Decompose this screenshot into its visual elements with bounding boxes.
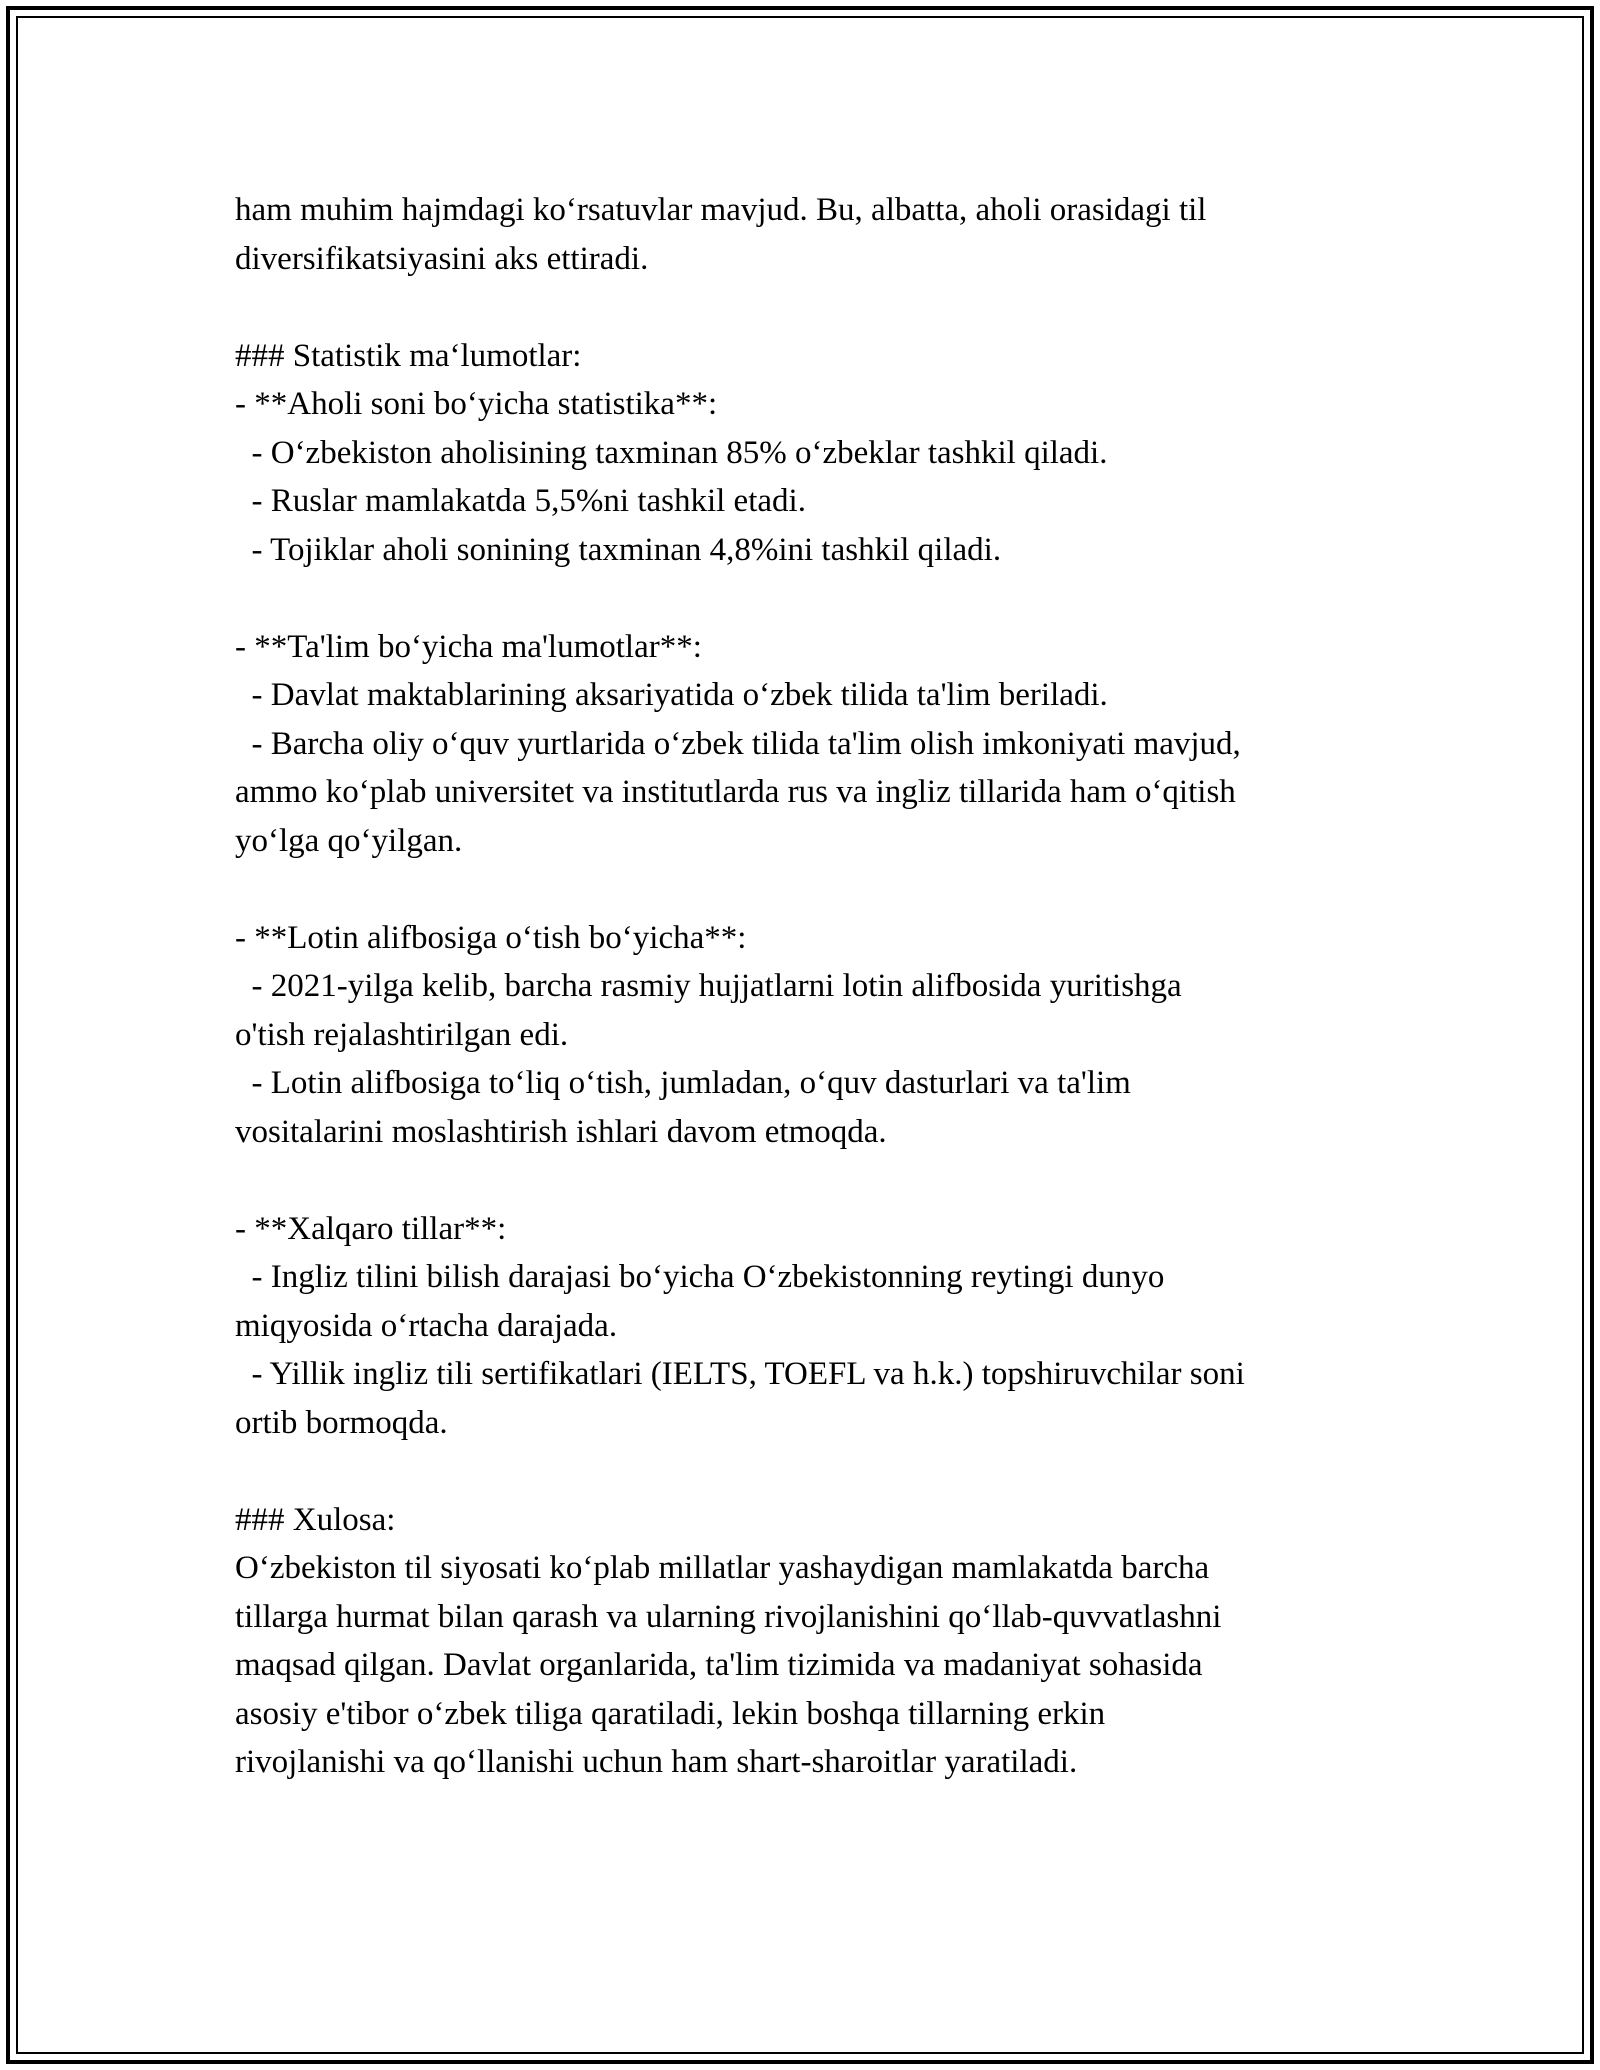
text-line: - Davlat maktablarining aksariyatida o‘zbek tilida ta'lim beriladi. xyxy=(235,677,1108,713)
text-line: diversifikatsiyasini aks ettiradi. xyxy=(235,240,649,277)
text-line: ammo ko‘plab universitet va institutlarda rus va ingliz tillarida ham o‘qitish xyxy=(235,774,1236,810)
text-line: ### Xulosa: xyxy=(235,1501,396,1538)
text-line: vositalarini moslashtirish ishlari davom etmoqda. xyxy=(235,1113,887,1150)
text-line: - Yillik ingliz tili sertifikatlari (IELTS, TOEFL va h.k.) topshiruvchilar soni xyxy=(235,1356,1245,1392)
blank-line xyxy=(235,1447,1415,1496)
text-line: - **Lotin alifbosiga o‘tish bo‘yicha**: xyxy=(235,919,747,956)
text-line: - O‘zbekiston aholisining taxminan 85% o‘zbeklar tashkil qiladi. xyxy=(235,434,1108,471)
text-line: yo‘lga qo‘yilgan. xyxy=(235,822,463,859)
blank-line xyxy=(235,865,1415,914)
text-line: - Lotin alifbosiga to‘liq o‘tish, jumladan, o‘quv dasturlari va ta'lim xyxy=(235,1065,1131,1101)
text-line: - Ruslar mamlakatda 5,5%ni tashkil etadi. xyxy=(235,483,806,519)
text-line: ### Statistik ma‘lumotlar: xyxy=(235,337,582,374)
blank-line xyxy=(235,574,1415,623)
blank-line xyxy=(235,1156,1415,1205)
text-line: - **Xalqaro tillar**: xyxy=(235,1210,507,1247)
text-line: miqyosida o‘rtacha darajada. xyxy=(235,1307,618,1344)
text-line: - **Aholi soni bo‘yicha statistika**: xyxy=(235,386,718,422)
text-line: - **Ta'lim bo‘yicha ma'lumotlar**: xyxy=(235,628,702,665)
text-line: O‘zbekiston til siyosati ko‘plab millatlar yashaydigan mamlakatda barcha xyxy=(235,1550,1210,1586)
text-line: - 2021-yilga kelib, barcha rasmiy hujjatlarni lotin alifbosida yuritishga xyxy=(235,968,1182,1004)
text-line: ham muhim hajmdagi ko‘rsatuvlar mavjud. Bu, albatta, aholi orasidagi til xyxy=(235,192,1207,228)
text-line: rivojlanishi va qo‘llanishi uchun ham shart-sharoitlar yaratiladi. xyxy=(235,1744,1078,1780)
blank-line xyxy=(235,283,1415,332)
text-line: asosiy e'tibor o‘zbek tiliga qaratiladi, lekin boshqa tillarning erkin xyxy=(235,1695,1106,1732)
text-line: - Barcha oliy o‘quv yurtlarida o‘zbek tilida ta'lim olish imkoniyati mavjud, xyxy=(235,725,1241,762)
text-line: maqsad qilgan. Davlat organlarida, ta'lim tizimida va madaniyat sohasida xyxy=(235,1647,1203,1683)
text-line: - Tojiklar aholi sonining taxminan 4,8%ini tashkil qiladi. xyxy=(235,531,1002,568)
text-line: o'tish rejalashtirilgan edi. xyxy=(235,1016,569,1053)
document-body xyxy=(235,186,1415,1787)
text-line: ortib bormoqda. xyxy=(235,1404,448,1441)
text-line: - Ingliz tilini bilish darajasi bo‘yicha O‘zbekistonning reytingi dunyo xyxy=(235,1259,1165,1295)
text-line: tillarga hurmat bilan qarash va ularning rivojlanishini qo‘llab-quvvatlashni xyxy=(235,1598,1222,1635)
